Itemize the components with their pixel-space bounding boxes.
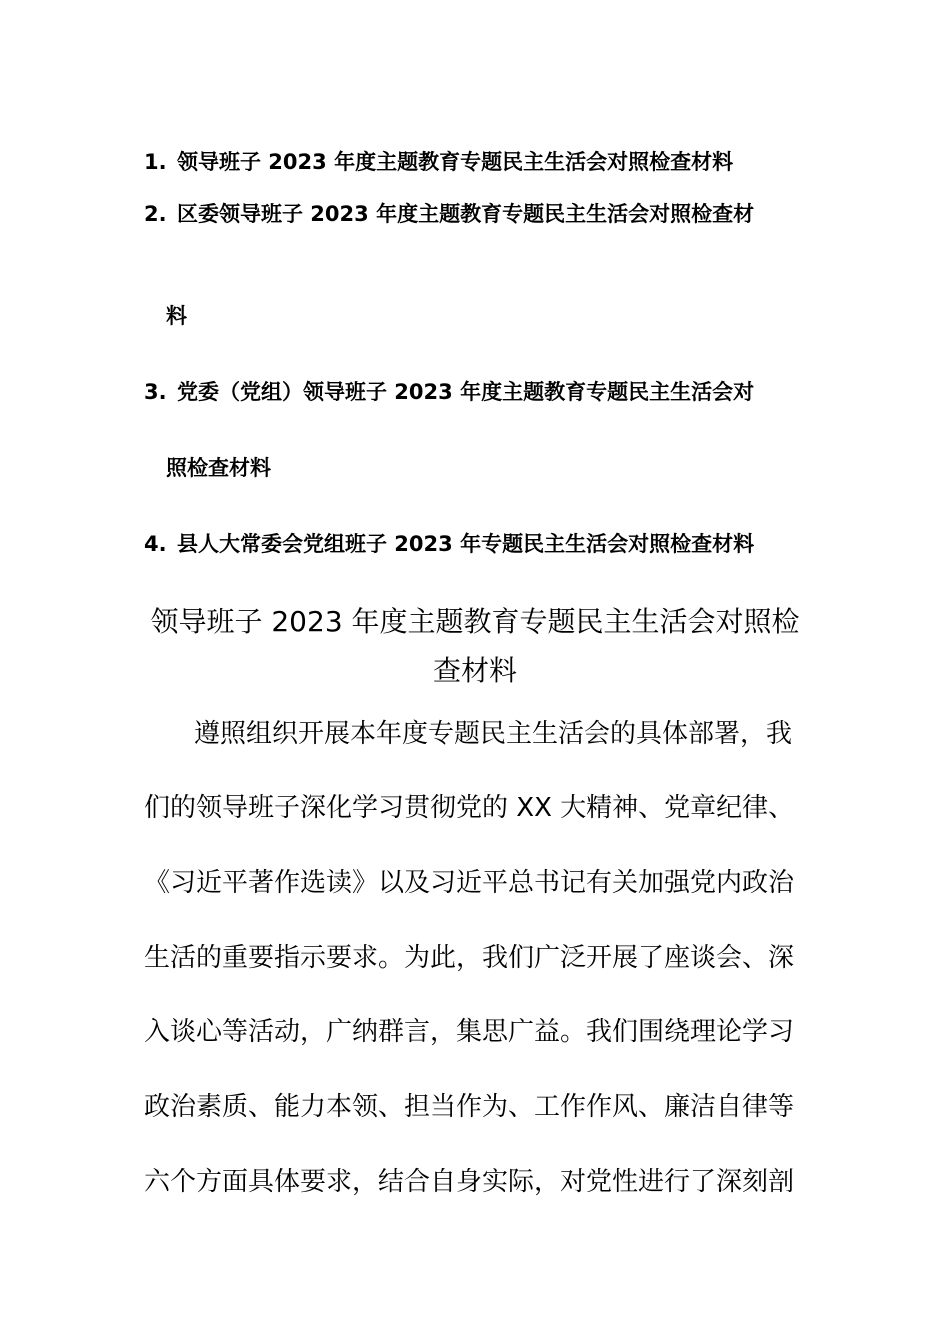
body-line: 入谈心等活动，广纳群言，集思广益。我们围绕理论学习 xyxy=(144,1017,795,1047)
toc-item-4 xyxy=(144,530,810,558)
article-title-line-1: 领导班子 2023 年度主题教育专题民主生活会对照检 xyxy=(150,605,800,638)
toc-item-number: 2. xyxy=(144,202,167,226)
article-title-line-2: 查材料 xyxy=(432,654,517,687)
body-line: 生活的重要指示要求。为此，我们广泛开展了座谈会、深 xyxy=(144,943,795,973)
body-line: 遵照组织开展本年度专题民主生活会的具体部署，我 xyxy=(194,719,793,749)
toc-item-2 xyxy=(144,200,810,228)
body-line: 六个方面具体要求，结合自身实际，对党性进行了深刻剖 xyxy=(144,1167,795,1197)
toc-item-number: 4. xyxy=(144,532,167,556)
toc-item-text: 县人大常委会党组班子 2023 年专题民主生活会对照检查材料 xyxy=(177,532,755,556)
toc-item-text: 领导班子 2023 年度主题教育专题民主生活会对照检查材料 xyxy=(177,150,734,174)
toc-item-1 xyxy=(144,148,810,176)
toc-item-3 xyxy=(144,378,810,406)
toc-item-number: 1. xyxy=(144,150,167,174)
toc-item-3-continuation: 照检查材料 xyxy=(166,456,271,480)
body-line: 《习近平著作选读》以及习近平总书记有关加强党内政治 xyxy=(144,868,795,898)
body-line: 们的领导班子深化学习贯彻党的 XX 大精神、党章纪律、 xyxy=(144,793,795,823)
body-line: 政治素质、能力本领、担当作为、工作作风、廉洁自律等 xyxy=(144,1092,795,1122)
toc-item-text: 党委（党组）领导班子 2023 年度主题教育专题民主生活会对 xyxy=(177,380,755,404)
toc-item-text: 区委领导班子 2023 年度主题教育专题民主生活会对照检查材 xyxy=(177,202,755,226)
toc-item-2-continuation: 料 xyxy=(166,304,187,328)
toc-item-number: 3. xyxy=(144,380,167,404)
